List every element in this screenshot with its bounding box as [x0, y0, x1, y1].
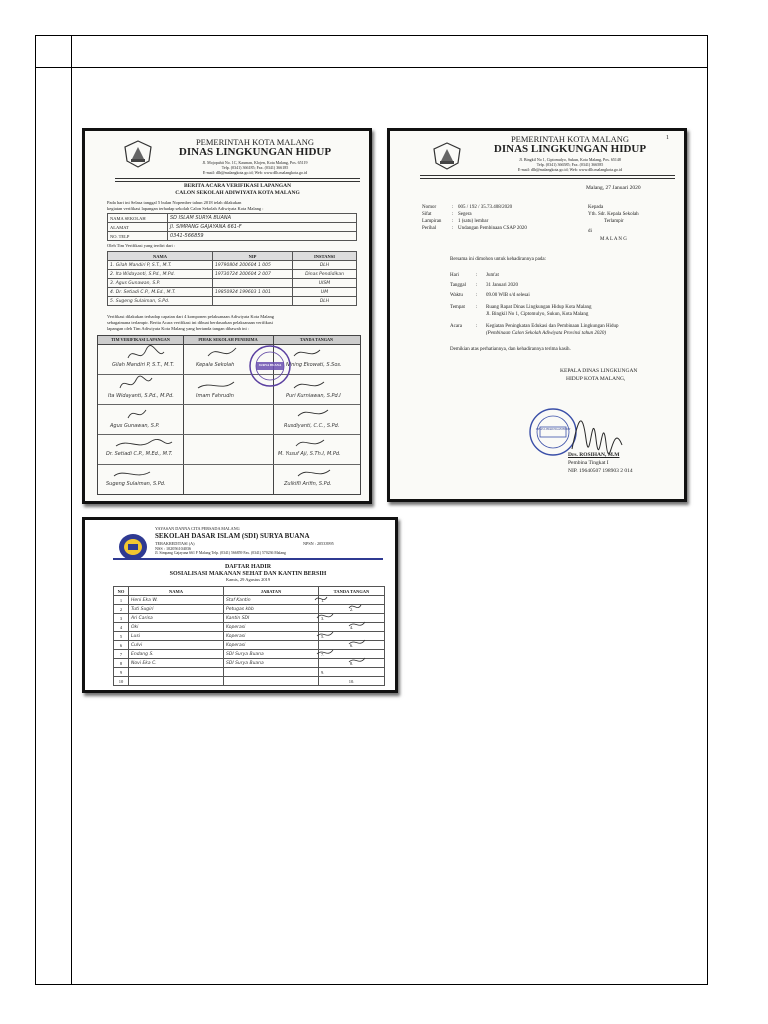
school-signature-name: Imam Fahrudin: [196, 393, 234, 399]
doc3-title2: SOSIALISASI MAKANAN SEHAT DAN KANTIN BERSIH: [169, 571, 327, 577]
signature-scribbles: [98, 336, 360, 494]
table-row: [108, 279, 357, 288]
verifier-signature-name: Gilah Mandiri P, S.T., M.T.: [112, 362, 175, 368]
doc2-sign1: KEPALA DINAS LINGKUNGAN: [560, 368, 638, 374]
row-number: 6: [114, 641, 129, 650]
detail-value: Ruang Rapat Dinas Lingkungan Hidup Kota Malang: [486, 305, 592, 310]
member-name: 1. Gilah Mandiri P, S.T., M.T.: [108, 261, 213, 270]
detail-label: Waktu: [450, 293, 463, 298]
detail-label: Tempat: [450, 305, 465, 310]
row-number: 5: [114, 632, 129, 641]
column-header: INSTANSI: [293, 252, 357, 261]
member-nip: 19790804 200604 1 005: [213, 261, 293, 270]
doc2-to5: M A L A N G: [600, 237, 627, 242]
attendee-name: Endang S.: [129, 650, 224, 659]
detail-colon: :: [476, 283, 478, 288]
column-header: TANDA TANGAN: [319, 587, 385, 596]
staff-signature-name: Puri Kurniawan, S.Pd.I: [286, 393, 341, 399]
attendee-name: [129, 668, 224, 677]
doc1-team-table: [107, 251, 357, 306]
doc1-team-intro: Oleh Tim Verifikasi yang terdiri dari :: [107, 243, 176, 248]
detail-label: Hari: [450, 273, 459, 278]
meta-colon: :: [452, 205, 454, 210]
meta-label: Perihal: [422, 226, 437, 231]
doc2-body-intro: Bersama ini dimohon untuk kehadirannya pada:: [450, 257, 546, 262]
signature-cell: 9.: [319, 668, 385, 677]
member-nip: [213, 297, 293, 306]
head-signature-scribble: [568, 399, 628, 459]
doc1-intro2: kegiatan verifikasi lapangan terhadap sekolah Calon Sekolah Adiwiyata Kota Malang :: [107, 206, 264, 211]
detail-label: Tanggal: [450, 283, 467, 288]
doc2-to4: di: [588, 229, 592, 234]
detail-colon: :: [476, 273, 478, 278]
doc2-date: Malang, 27 Januari 2020: [586, 185, 641, 191]
doc3-header-rule: [113, 558, 383, 560]
signature-cell: 5.: [319, 632, 385, 641]
doc2-signer: Drs. ROSIHAN, M.M: [568, 452, 620, 458]
attendee-name: Lusi: [129, 632, 224, 641]
table-row: [108, 232, 357, 241]
attendee-name: Heni Eka W.: [129, 596, 224, 605]
staff-signature-name: Nining Ekowati, S.Sos.: [286, 362, 342, 368]
meta-colon: :: [452, 219, 454, 224]
column-header: JABATAN: [224, 587, 319, 596]
doc1-school-table: [107, 213, 357, 241]
signature-cell: 10.: [319, 677, 385, 686]
table-row: [108, 297, 357, 306]
doc3-npsn: NPSN : 20533995: [303, 541, 334, 546]
malang-city-emblem-icon: [123, 139, 153, 169]
row-number: 7: [114, 650, 129, 659]
member-nip: [213, 279, 293, 288]
row-number: 4: [114, 623, 129, 632]
doc2-addr3: E-mail: dlh@malangkota.go.id; Web: www.dlh.malangkota.go.id: [517, 167, 623, 172]
attendee-position: SDI Surya Buana: [224, 659, 319, 668]
doc1-signature-grid: [97, 335, 361, 495]
detail-colon: :: [476, 305, 478, 310]
attendee-position: Petugas kbb: [224, 605, 319, 614]
row-number: 1: [114, 596, 129, 605]
doc1-addr2: Telp. (0341) 366185; Fax. (0341) 366185: [221, 165, 289, 170]
doc2-to3: Terlampir: [604, 219, 624, 224]
doc2-addr2: Telp. (0341) 366585; Fax. (0341) 366585: [536, 162, 604, 167]
signature-cell: 6.: [319, 641, 385, 650]
member-name: 5. Sugeng Sulaiman, S.Pd.: [108, 297, 213, 306]
staff-signature-name: Zulkifli Arifin, S.Pd.: [284, 481, 332, 487]
doc3-date: Kamis, 29 Agustus 2019: [225, 577, 271, 582]
detail-value: 31 Januari 2020: [486, 283, 518, 288]
member-institution: DLH: [293, 261, 357, 270]
meta-colon: :: [452, 226, 454, 231]
field-label: ALAMAT: [108, 223, 168, 232]
attendee-name: [129, 677, 224, 686]
field-value: Jl. SIMPANG GAJAYANA 661-F: [168, 223, 357, 232]
doc3-accred: TERAKREDITASI (A): [155, 541, 195, 546]
signature-cell: 1.: [319, 596, 385, 605]
daftar-hadir-photo: [82, 517, 398, 693]
attendee-position: [224, 668, 319, 677]
doc2-sign2: HIDUP KOTA MALANG,: [566, 376, 626, 382]
doc1-agency: DINAS LINGKUNGAN HIDUP: [178, 146, 332, 158]
doc1-addr1: Jl. Mojopahit No. 1C, Kauman, Klojen, Kota Malang, Pos. 65119: [202, 160, 308, 165]
doc1-addr3: E-mail: dlh@malangkota.go.id; Web: www.dlh.malangkota.go.id: [202, 170, 308, 175]
attendee-position: Koperasi: [224, 632, 319, 641]
attendee-name: Oki: [129, 623, 224, 632]
column-header: NO: [114, 587, 129, 596]
table-header-row: [108, 252, 357, 261]
column-header: NIP: [213, 252, 293, 261]
field-value: 0341-566859: [168, 232, 357, 241]
doc2-closing: Demikian atas perhatiannya, dan kehadirannya terima kasih.: [450, 347, 571, 352]
verifier-signature-name: Sugeng Sulaiman, S.Pd.: [106, 481, 166, 487]
column-header: TIM VERIFIKASI LAPANGAN: [111, 337, 170, 342]
school-signature-name: Kepala Sekolah: [196, 362, 235, 368]
meta-label: Nomor: [422, 205, 437, 210]
table-row: [108, 270, 357, 279]
doc1-gov: PEMERINTAH KOTA MALANG: [195, 137, 315, 147]
column-header: NAMA: [129, 587, 224, 596]
detail-value: Jl. Bingkil No 1, Ciptomulyo, Sukun, Kota Malang: [486, 312, 589, 317]
doc3-school: SEKOLAH DASAR ISLAM (SDI) SURYA BUANA: [155, 532, 310, 540]
row-number: 8: [114, 659, 129, 668]
doc2-stamp-text: DINAS LINGKUNGAN HIDUP: [535, 428, 571, 431]
meta-value: 005 / 192 / 35.73.408/2020: [458, 205, 513, 210]
member-nip: 19850924 199603 1 001: [213, 288, 293, 297]
doc1-header-rule: [115, 178, 360, 182]
detail-value: Jum'at: [486, 273, 499, 278]
doc2-header-rule: [420, 175, 675, 179]
doc1-intro: Pada hari ini Selasa tanggal 5 bulan Nopember tahun 2018 telah dilakukan: [107, 200, 242, 205]
table-row: [108, 288, 357, 297]
signature-cell: 4.: [319, 623, 385, 632]
doc1-para2: sebagaimana terlampir. Berita Acara verifikasi ini dibuat berdasarkan pelaksanaan verifikasi: [107, 320, 273, 325]
table-row: [108, 214, 357, 223]
row-number: 9: [114, 668, 129, 677]
doc2-to2: Yth. Sdr. Kepala Sekolah: [588, 212, 639, 217]
table-row: [108, 223, 357, 232]
doc2-rank: Pembina Tingkat I: [568, 460, 609, 466]
signature-cell: 2.: [319, 605, 385, 614]
staff-signature-name: Rusdiyanti, C.C., S.Pd.: [284, 423, 340, 429]
doc2-gov: PEMERINTAH KOTA MALANG: [510, 134, 630, 144]
doc1-title1: BERITA ACARA VERIFIKASI LAPANGAN: [183, 183, 292, 189]
meta-value: 1 (satu) lembar: [458, 219, 489, 224]
row-number: 2: [114, 605, 129, 614]
member-institution: UISM: [293, 279, 357, 288]
doc2-to1: Kepada: [588, 205, 604, 210]
attendee-name: Tuti Sugiri: [129, 605, 224, 614]
doc1-para3: lapangan oleh Tim Adiwiyata Kota Malang yang bertanda tangan dibawah ini :: [107, 326, 250, 331]
signature-cell: 8.: [319, 659, 385, 668]
meta-label: Lampiran: [422, 219, 442, 224]
attendee-position: [224, 677, 319, 686]
column-header: NAMA: [108, 252, 213, 261]
detail-colon: :: [476, 293, 478, 298]
attendee-position: Kantin SDI: [224, 614, 319, 623]
attendee-position: Staf Kantin: [224, 596, 319, 605]
detail-value: (Pembinaan Calon Sekolah Adiwiyata Provinsi tahun 2020): [486, 331, 606, 336]
doc3-addr: Jl. Simpang Gajayana 661 F Malang Telp. (0341) 566859 Fax. (0341) 570236 Malang: [155, 551, 286, 555]
attendee-position: Koperasi: [224, 623, 319, 632]
doc3-title1: DAFTAR HADIR: [224, 564, 272, 570]
doc2-page-number: 1: [666, 135, 669, 141]
member-name: 3. Agus Gunawan, S.P.: [108, 279, 213, 288]
attendee-name: Culvi: [129, 641, 224, 650]
member-institution: DLH: [293, 297, 357, 306]
attendee-name: Ari Carisa: [129, 614, 224, 623]
detail-colon: :: [476, 324, 478, 329]
field-value: SD ISLAM SURYA BUANA: [168, 214, 357, 223]
detail-label: Acara: [450, 324, 462, 329]
doc3-foundation: YAYASAN DANNA CITA PERSADA MALANG: [155, 526, 240, 531]
column-header: PIHAK SEKOLAH PENERIMA: [198, 337, 258, 342]
detail-value: 09.00 WIB s/d selesai: [486, 293, 530, 298]
undangan-photo: [387, 128, 687, 502]
member-institution: Dinas Pendidikan: [293, 270, 357, 279]
doc3-nss: NSS : 102056104036: [155, 546, 192, 551]
berita-acara-photo: [82, 128, 372, 504]
field-label: NAMA SEKOLAH: [108, 214, 168, 223]
meta-label: Sifat: [422, 212, 432, 217]
row-number: 10: [114, 677, 129, 686]
table-row: [108, 261, 357, 270]
member-name: 2. Ita Widayanti, S.Pd., M.Pd.: [108, 270, 213, 279]
verifier-signature-name: Dr. Setiadi C.P., M.Ed., M.T.: [106, 451, 173, 457]
member-institution: UM: [293, 288, 357, 297]
attendee-name: Novi Eka C.: [129, 659, 224, 668]
meta-value: Segera: [458, 212, 472, 217]
signature-cell: 7.: [319, 650, 385, 659]
column-header: TANDA TANGAN: [299, 337, 334, 342]
doc2-agency: DINAS LINGKUNGAN HIDUP: [493, 143, 647, 155]
detail-value: Kegiatan Peningkatan Edukasi dan Pembinaan Lingkungan Hidup: [486, 324, 619, 329]
doc2-addr1: Jl. Bingkil No 1, Ciptomulyo, Sukun, Kota Malang, Pos. 65148: [519, 157, 621, 162]
doc1-para1: Verifikasi dilakukan terhadap capaian dari 4 komponen pelaksanaan Adiwiyata Kota Malang: [107, 314, 274, 319]
member-nip: 19730724 200604 2 007: [213, 270, 293, 279]
frame-header-divider: [35, 67, 708, 68]
verifier-signature-name: Ita Widayanti, S.Pd., M.Pd.: [108, 393, 174, 399]
field-label: NO. TELP: [108, 232, 168, 241]
member-name: 4. Dr. Setiadi C.P., M.Ed., M.T.: [108, 288, 213, 297]
doc1-stamp-text: SURYA BUANA: [258, 363, 282, 367]
meta-colon: :: [452, 212, 454, 217]
doc1-title2: CALON SEKOLAH ADIWIYATA KOTA MALANG: [175, 190, 300, 196]
verifier-signature-name: Agus Gunawan, S.P.: [110, 423, 160, 429]
malang-city-emblem-icon: [432, 141, 462, 171]
attendee-position: SDI Surya Buana: [224, 650, 319, 659]
frame-column-divider: [71, 35, 72, 985]
attendee-position: Koperasi: [224, 641, 319, 650]
row-number: 3: [114, 614, 129, 623]
staff-signature-name: M. Yusuf Aji, S.Th.I, M.Pd.: [278, 451, 341, 457]
meta-value: Undangan Pembinaan CSAP 2020: [458, 226, 527, 231]
attendance-signature-scribbles: [309, 594, 379, 684]
doc2-nip: NIP. 19640507 198903 2 014: [568, 468, 633, 474]
signature-cell: 3.: [319, 614, 385, 623]
